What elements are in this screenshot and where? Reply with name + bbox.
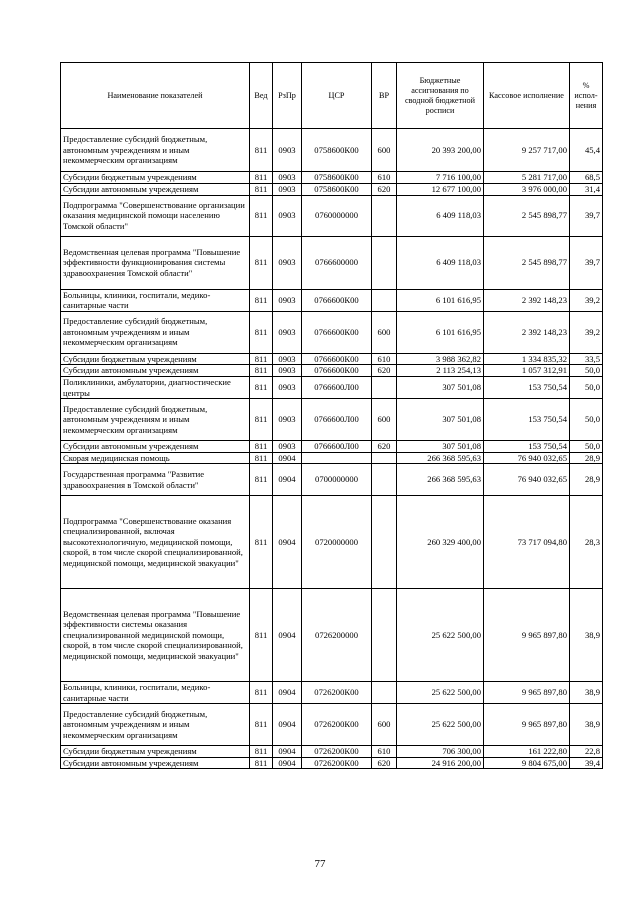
table-row xyxy=(61,311,603,353)
row-vr: 600 xyxy=(372,399,397,441)
header-cash-execution: Кассовое исполнение xyxy=(484,63,570,129)
header-csr: ЦСР xyxy=(302,63,372,129)
row-percent: 39,2 xyxy=(570,311,603,353)
row-rzpr: 0904 xyxy=(273,746,302,758)
header-percent: % испол-нения xyxy=(570,63,603,129)
row-vr: 620 xyxy=(372,757,397,769)
budget-execution-table xyxy=(60,62,603,769)
row-name: Субсидии бюджетным учреждениям xyxy=(61,353,250,365)
table-row xyxy=(61,452,603,464)
row-rzpr: 0903 xyxy=(273,236,302,289)
row-rzpr: 0903 xyxy=(273,399,302,441)
page-number: 77 xyxy=(314,858,326,870)
row-rzpr: 0903 xyxy=(273,365,302,377)
row-vr: 610 xyxy=(372,172,397,184)
table-row xyxy=(61,746,603,758)
row-vr xyxy=(372,289,397,311)
table-row xyxy=(61,441,603,453)
row-assignments: 307 501,08 xyxy=(397,399,484,441)
row-assignments: 6 101 616,95 xyxy=(397,311,484,353)
row-vr xyxy=(372,452,397,464)
row-ved: 811 xyxy=(250,289,273,311)
row-vr xyxy=(372,377,397,399)
row-ved: 811 xyxy=(250,353,273,365)
row-csr: 0758600К00 xyxy=(302,129,372,172)
table-row xyxy=(61,464,603,496)
row-ved: 811 xyxy=(250,311,273,353)
row-name: Подпрограмма "Совершенствование оказания специализированной, включая высокотехнологичную, медицинской помощи, скорой, в том числе скорой специализированной, медицинской помощи, медицинской эвакуации" xyxy=(61,496,250,589)
row-assignments: 6 101 616,95 xyxy=(397,289,484,311)
row-name: Предоставление субсидий бюджетным, автономным учреждениям и иным некоммерческим организациям xyxy=(61,311,250,353)
row-cash-execution: 9 804 675,00 xyxy=(484,757,570,769)
row-name: Ведомственная целевая программа "Повышение эффективности системы оказания специализированной медицинской помощи, скорой, в том числе скорой специализированной, медицинской помощи, медицинской эвакуации" xyxy=(61,589,250,682)
row-name: Предоставление субсидий бюджетным, автономным учреждениям и иным некоммерческим организациям xyxy=(61,704,250,746)
table-row xyxy=(61,757,603,769)
row-percent: 39,4 xyxy=(570,757,603,769)
row-cash-execution: 2 545 898,77 xyxy=(484,236,570,289)
row-percent: 39,2 xyxy=(570,289,603,311)
row-rzpr: 0903 xyxy=(273,129,302,172)
row-ved: 811 xyxy=(250,452,273,464)
row-name: Субсидии автономным учреждениям xyxy=(61,365,250,377)
row-percent: 28,9 xyxy=(570,464,603,496)
table-row xyxy=(61,682,603,704)
row-assignments: 25 622 500,00 xyxy=(397,589,484,682)
row-percent: 38,9 xyxy=(570,682,603,704)
row-percent: 39,7 xyxy=(570,195,603,236)
row-percent: 38,9 xyxy=(570,589,603,682)
row-ved: 811 xyxy=(250,441,273,453)
row-cash-execution: 73 717 094,80 xyxy=(484,496,570,589)
row-assignments: 307 501,08 xyxy=(397,377,484,399)
row-vr xyxy=(372,195,397,236)
row-percent: 31,4 xyxy=(570,183,603,195)
row-percent: 50,0 xyxy=(570,441,603,453)
row-ved: 811 xyxy=(250,682,273,704)
table-row xyxy=(61,704,603,746)
row-percent: 38,9 xyxy=(570,704,603,746)
row-csr: 0726200000 xyxy=(302,589,372,682)
row-cash-execution: 1 057 312,91 xyxy=(484,365,570,377)
table-row xyxy=(61,589,603,682)
row-cash-execution: 9 257 717,00 xyxy=(484,129,570,172)
row-rzpr: 0904 xyxy=(273,496,302,589)
row-name: Ведомственная целевая программа "Повышение эффективности функционирования системы здравоохранения Томской области" xyxy=(61,236,250,289)
row-name: Субсидии бюджетным учреждениям xyxy=(61,746,250,758)
row-rzpr: 0903 xyxy=(273,441,302,453)
row-assignments: 260 329 400,00 xyxy=(397,496,484,589)
row-vr: 610 xyxy=(372,353,397,365)
row-assignments: 25 622 500,00 xyxy=(397,704,484,746)
row-name: Субсидии автономным учреждениям xyxy=(61,183,250,195)
row-assignments: 3 988 362,82 xyxy=(397,353,484,365)
row-cash-execution: 153 750,54 xyxy=(484,399,570,441)
row-assignments: 2 113 254,13 xyxy=(397,365,484,377)
row-vr: 600 xyxy=(372,311,397,353)
row-cash-execution: 3 976 000,00 xyxy=(484,183,570,195)
row-name: Больницы, клиники, госпитали, медико-санитарные части xyxy=(61,289,250,311)
row-name: Государственная программа "Развитие здравоохранения в Томской области" xyxy=(61,464,250,496)
row-name: Субсидии автономным учреждениям xyxy=(61,441,250,453)
row-ved: 811 xyxy=(250,757,273,769)
table-row xyxy=(61,195,603,236)
row-assignments: 706 300,00 xyxy=(397,746,484,758)
row-ved: 811 xyxy=(250,589,273,682)
row-csr: 0766600000 xyxy=(302,236,372,289)
row-percent: 50,0 xyxy=(570,365,603,377)
row-rzpr: 0903 xyxy=(273,311,302,353)
row-ved: 811 xyxy=(250,236,273,289)
table-row xyxy=(61,399,603,441)
row-rzpr: 0904 xyxy=(273,757,302,769)
row-csr: 0726200К00 xyxy=(302,746,372,758)
row-percent: 33,5 xyxy=(570,353,603,365)
row-assignments: 7 716 100,00 xyxy=(397,172,484,184)
table-row xyxy=(61,289,603,311)
table-row xyxy=(61,353,603,365)
row-cash-execution: 9 965 897,80 xyxy=(484,589,570,682)
row-assignments: 12 677 100,00 xyxy=(397,183,484,195)
row-vr xyxy=(372,464,397,496)
row-rzpr: 0903 xyxy=(273,377,302,399)
row-percent: 39,7 xyxy=(570,236,603,289)
row-cash-execution: 153 750,54 xyxy=(484,441,570,453)
row-assignments: 6 409 118,03 xyxy=(397,236,484,289)
row-cash-execution: 2 392 148,23 xyxy=(484,289,570,311)
header-ved: Вед xyxy=(250,63,273,129)
row-rzpr: 0904 xyxy=(273,589,302,682)
table-row xyxy=(61,496,603,589)
row-name: Больницы, клиники, госпитали, медико-санитарные части xyxy=(61,682,250,704)
row-name: Поликлиники, амбулатории, диагностические центры xyxy=(61,377,250,399)
row-csr: 0758600К00 xyxy=(302,183,372,195)
row-ved: 811 xyxy=(250,183,273,195)
row-rzpr: 0904 xyxy=(273,464,302,496)
row-assignments: 24 916 200,00 xyxy=(397,757,484,769)
row-rzpr: 0904 xyxy=(273,452,302,464)
row-assignments: 266 368 595,63 xyxy=(397,452,484,464)
row-cash-execution: 9 965 897,80 xyxy=(484,704,570,746)
row-ved: 811 xyxy=(250,704,273,746)
row-ved: 811 xyxy=(250,377,273,399)
table-row xyxy=(61,365,603,377)
row-cash-execution: 1 334 835,32 xyxy=(484,353,570,365)
row-csr: 0700000000 xyxy=(302,464,372,496)
row-assignments: 266 368 595,63 xyxy=(397,464,484,496)
row-vr xyxy=(372,236,397,289)
row-csr: 0726200К00 xyxy=(302,682,372,704)
row-ved: 811 xyxy=(250,464,273,496)
row-cash-execution: 76 940 032,65 xyxy=(484,464,570,496)
row-csr: 0760000000 xyxy=(302,195,372,236)
row-name: Субсидии бюджетным учреждениям xyxy=(61,172,250,184)
header-name: Наименование показателей xyxy=(61,63,250,129)
table-row xyxy=(61,236,603,289)
header-assignments: Бюджетные ассигнования по сводной бюджетной росписи xyxy=(397,63,484,129)
row-ved: 811 xyxy=(250,496,273,589)
row-ved: 811 xyxy=(250,399,273,441)
row-csr: 0766600Л00 xyxy=(302,377,372,399)
row-assignments: 25 622 500,00 xyxy=(397,682,484,704)
row-name: Скорая медицинская помощь xyxy=(61,452,250,464)
row-vr: 600 xyxy=(372,704,397,746)
table-row xyxy=(61,172,603,184)
row-percent: 50,0 xyxy=(570,399,603,441)
row-csr: 0758600К00 xyxy=(302,172,372,184)
row-vr xyxy=(372,496,397,589)
row-rzpr: 0903 xyxy=(273,353,302,365)
row-percent: 22,8 xyxy=(570,746,603,758)
row-ved: 811 xyxy=(250,365,273,377)
table-row xyxy=(61,129,603,172)
row-percent: 28,9 xyxy=(570,452,603,464)
row-rzpr: 0904 xyxy=(273,682,302,704)
row-csr: 0720000000 xyxy=(302,496,372,589)
row-cash-execution: 2 392 148,23 xyxy=(484,311,570,353)
row-vr: 600 xyxy=(372,129,397,172)
row-csr: 0766600К00 xyxy=(302,311,372,353)
row-csr: 0766600К00 xyxy=(302,353,372,365)
row-rzpr: 0904 xyxy=(273,704,302,746)
row-cash-execution: 153 750,54 xyxy=(484,377,570,399)
table-row xyxy=(61,377,603,399)
row-csr: 0766600К00 xyxy=(302,365,372,377)
row-vr: 620 xyxy=(372,365,397,377)
row-cash-execution: 161 222,80 xyxy=(484,746,570,758)
table-row xyxy=(61,183,603,195)
row-csr: 0766600К00 xyxy=(302,289,372,311)
row-cash-execution: 2 545 898,77 xyxy=(484,195,570,236)
row-name: Предоставление субсидий бюджетным, автономным учреждениям и иным некоммерческим организациям xyxy=(61,129,250,172)
row-ved: 811 xyxy=(250,746,273,758)
row-rzpr: 0903 xyxy=(273,183,302,195)
row-name: Субсидии автономным учреждениям xyxy=(61,757,250,769)
row-percent: 28,3 xyxy=(570,496,603,589)
row-csr: 0726200К00 xyxy=(302,704,372,746)
row-csr: 0766600Л00 xyxy=(302,399,372,441)
row-assignments: 20 393 200,00 xyxy=(397,129,484,172)
row-vr: 610 xyxy=(372,746,397,758)
row-ved: 811 xyxy=(250,129,273,172)
row-rzpr: 0903 xyxy=(273,172,302,184)
row-ved: 811 xyxy=(250,195,273,236)
row-vr: 620 xyxy=(372,441,397,453)
table-header-row xyxy=(61,63,603,129)
row-vr xyxy=(372,682,397,704)
row-cash-execution: 5 281 717,00 xyxy=(484,172,570,184)
row-csr: 0766600Л00 xyxy=(302,441,372,453)
row-vr: 620 xyxy=(372,183,397,195)
header-vr: ВР xyxy=(372,63,397,129)
row-assignments: 307 501,08 xyxy=(397,441,484,453)
table-body xyxy=(61,129,603,769)
row-rzpr: 0903 xyxy=(273,195,302,236)
header-rzpr: РзПр xyxy=(273,63,302,129)
row-assignments: 6 409 118,03 xyxy=(397,195,484,236)
row-rzpr: 0903 xyxy=(273,289,302,311)
row-ved: 811 xyxy=(250,172,273,184)
row-cash-execution: 9 965 897,80 xyxy=(484,682,570,704)
row-name: Подпрограмма "Совершенствование организации оказания медицинской помощи населению Томской области" xyxy=(61,195,250,236)
row-csr: 0726200К00 xyxy=(302,757,372,769)
row-percent: 45,4 xyxy=(570,129,603,172)
row-percent: 68,5 xyxy=(570,172,603,184)
row-cash-execution: 76 940 032,65 xyxy=(484,452,570,464)
row-name: Предоставление субсидий бюджетным, автономным учреждениям и иным некоммерческим организациям xyxy=(61,399,250,441)
row-vr xyxy=(372,589,397,682)
row-percent: 50,0 xyxy=(570,377,603,399)
row-csr xyxy=(302,452,372,464)
